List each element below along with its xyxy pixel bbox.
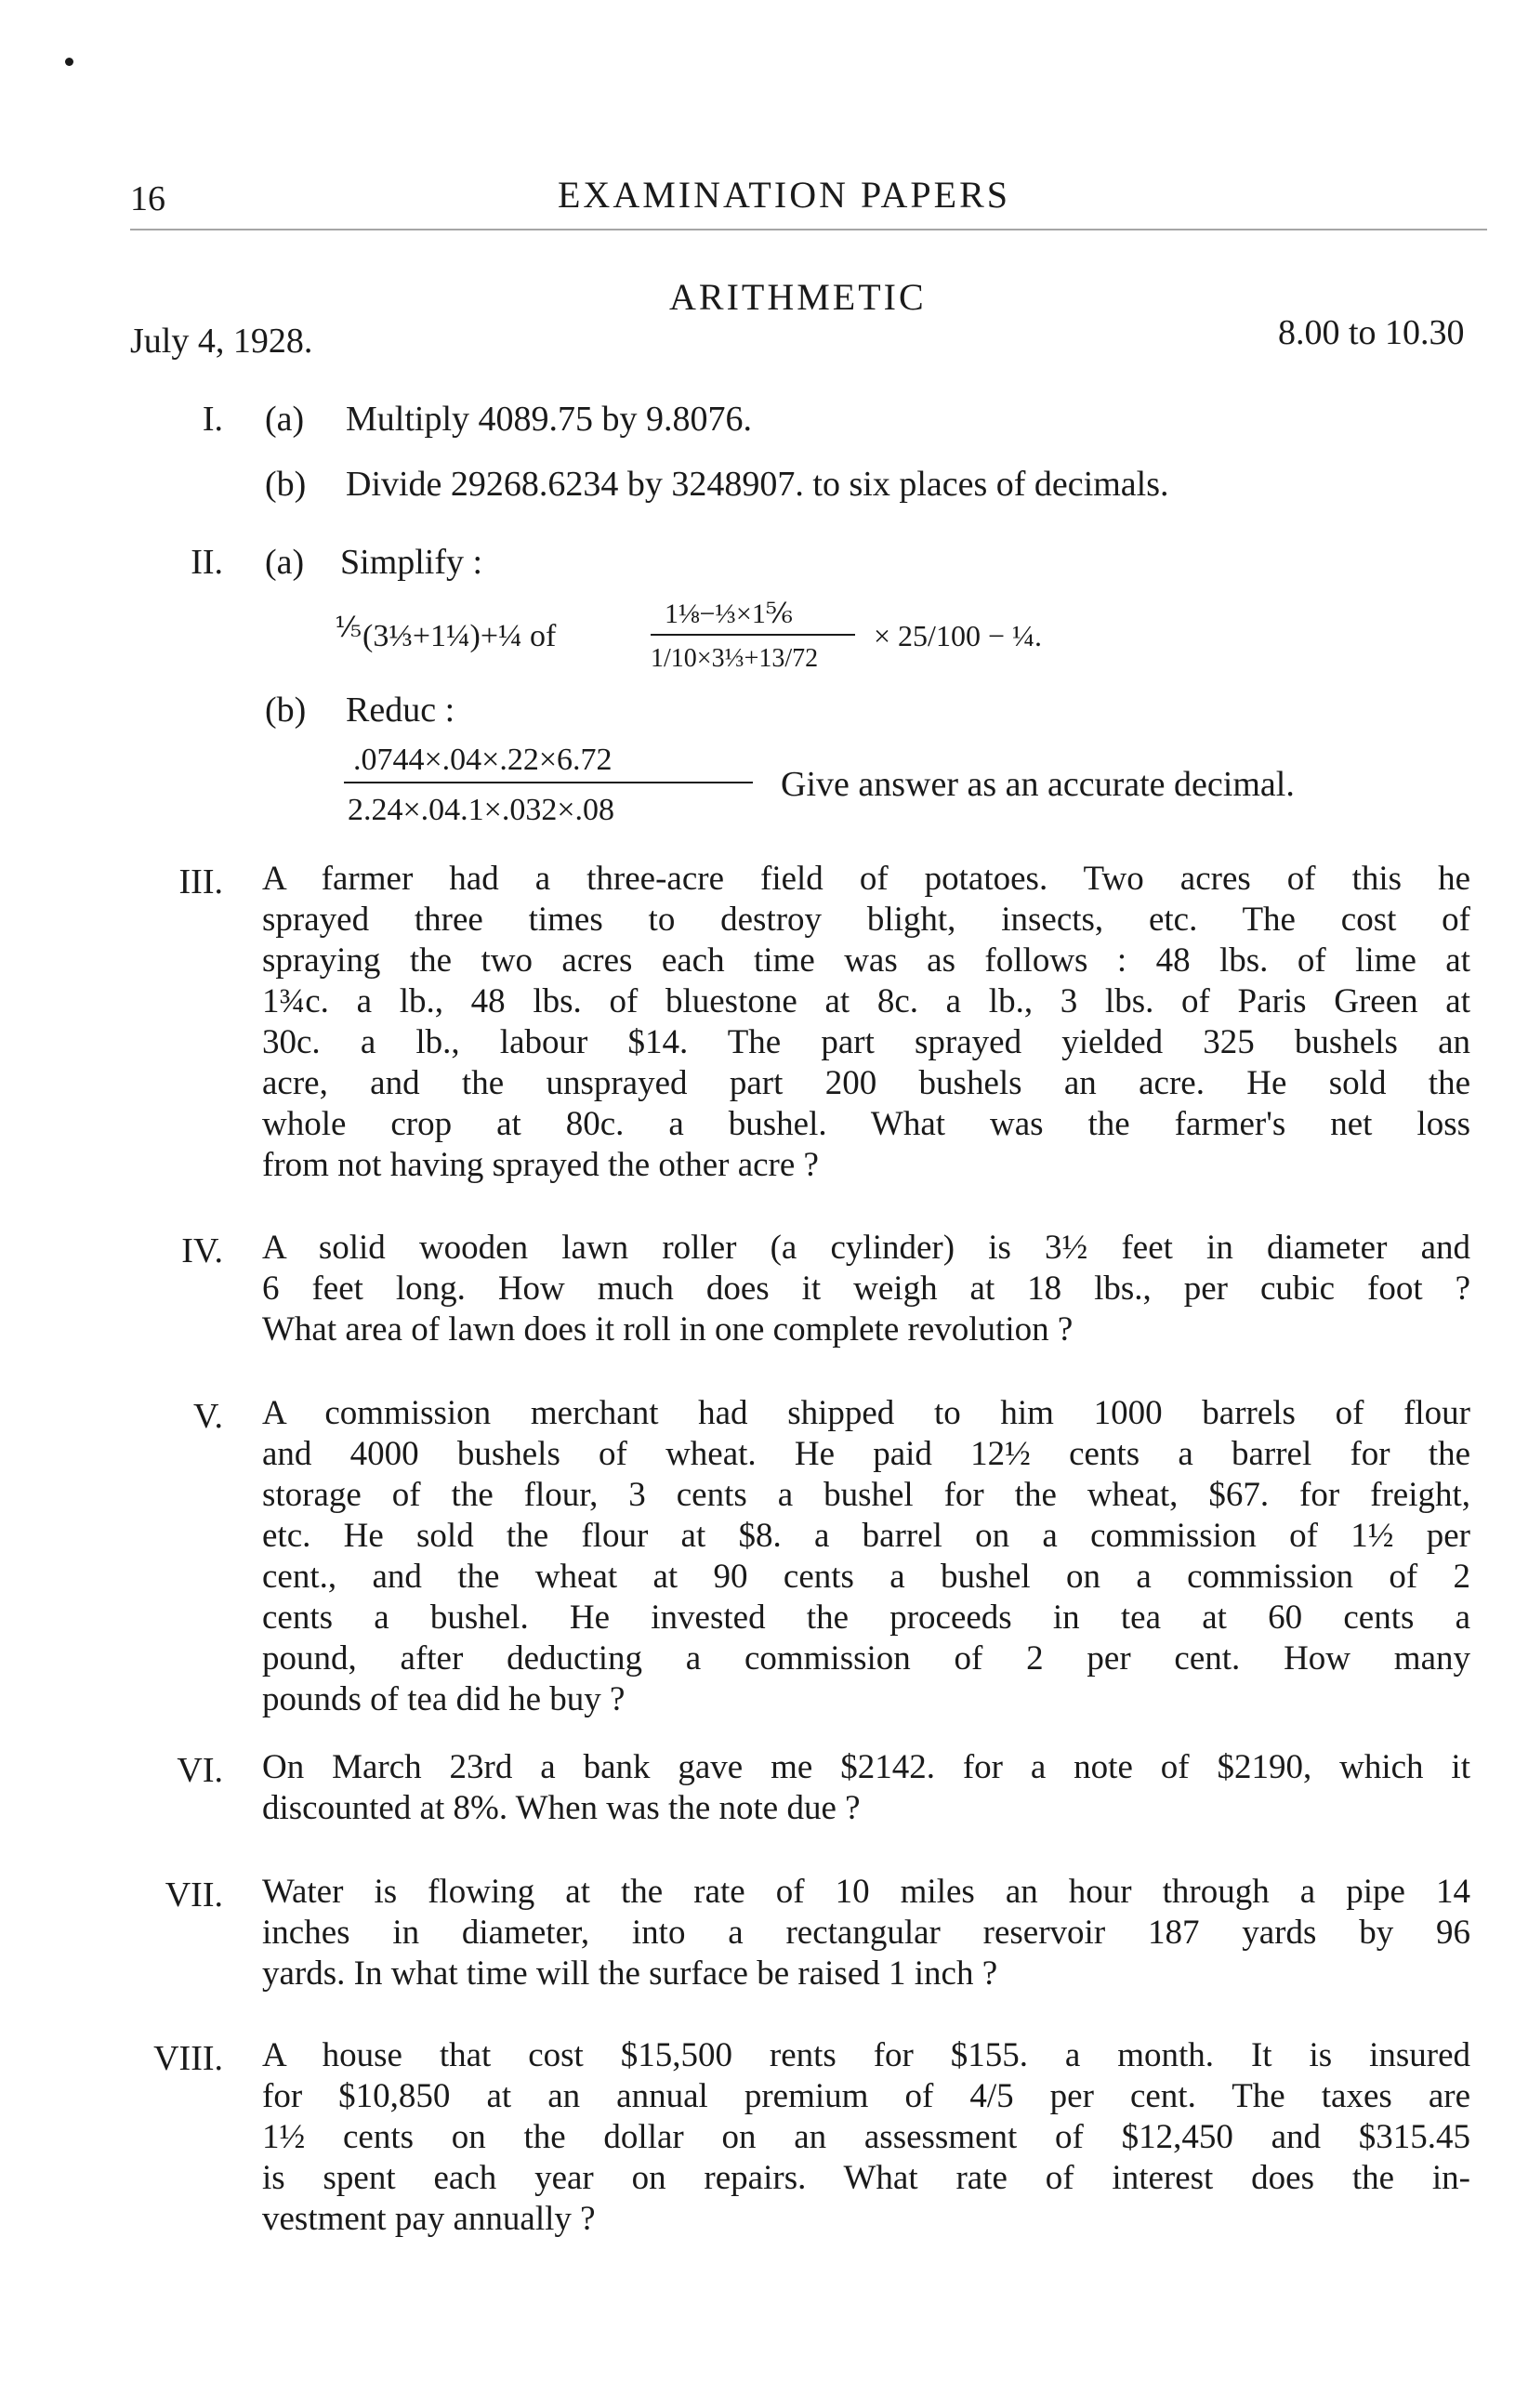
- question-8-line: is spent each year on repairs. What rate of interest does the in-: [262, 2159, 1470, 2197]
- question-2-number: II.: [191, 543, 223, 582]
- question-3-line: spraying the two acres each time was as follows : 48 lbs. of lime at: [262, 941, 1470, 980]
- question-1b-label: (b): [265, 465, 307, 504]
- question-7-line: Water is flowing at the rate of 10 miles an hour through a pipe 14: [262, 1873, 1470, 1911]
- question-2a-text: Simplify :: [340, 543, 483, 582]
- header-rule: [130, 229, 1487, 230]
- question-3-line: sprayed three times to destroy blight, insects, etc. The cost of: [262, 901, 1470, 939]
- question-3-line: from not having sprayed the other acre ?: [262, 1146, 819, 1184]
- question-8-line: vestment pay annually ?: [262, 2200, 596, 2238]
- question-2b-note: Give answer as an accurate decimal.: [781, 765, 1295, 804]
- question-3-line: whole crop at 80c. a bushel. What was the farmer's net loss: [262, 1105, 1470, 1143]
- question-7-line: yards. In what time will the surface be raised 1 inch ?: [262, 1954, 998, 1993]
- question-8-line: 1½ cents on the dollar on an assessment of $12,450 and $315.45: [262, 2118, 1470, 2156]
- question-1-number: I.: [202, 400, 223, 439]
- reduce-numerator: .0744×.04×.22×6.72: [353, 743, 613, 777]
- question-5-line: A commission merchant had shipped to him 1000 barrels of flour: [262, 1394, 1470, 1432]
- page-number: 16: [130, 179, 165, 218]
- expr-tail: × 25/100 − ¼.: [874, 619, 1042, 652]
- question-3-line: 1¾c. a lb., 48 lbs. of bluestone at 8c. a lb., 3 lbs. of Paris Green at: [262, 982, 1470, 1020]
- question-5-line: pound, after deducting a commission of 2 per cent. How many: [262, 1639, 1470, 1678]
- question-5-line: pounds of tea did he buy ?: [262, 1680, 626, 1718]
- question-3-line: acre, and the unsprayed part 200 bushels an acre. He sold the: [262, 1064, 1470, 1102]
- question-3-line: A farmer had a three-acre field of potatoes. Two acres of this he: [262, 860, 1470, 898]
- question-1b-text: Divide 29268.6234 by 3248907. to six places of decimals.: [346, 465, 1169, 504]
- expr-fifth: ⅕: [335, 612, 362, 643]
- expr-denominator: 1/10×3⅓+13/72: [651, 644, 819, 673]
- question-1a-label: (a): [265, 400, 305, 439]
- question-6-number: VI.: [177, 1751, 223, 1790]
- question-5-line: cent., and the wheat at 90 cents a bushel on a commission of 2: [262, 1558, 1470, 1596]
- question-7-number: VII.: [165, 1875, 223, 1915]
- expr-numerator: 1⅛−⅓×1⅚: [665, 599, 793, 629]
- question-3-text: [262, 859, 1470, 1186]
- question-4-line: A solid wooden lawn roller (a cylinder) is 3½ feet in diameter and: [262, 1229, 1470, 1267]
- question-2b-text: Reduc :: [346, 691, 455, 730]
- question-5-line: etc. He sold the flour at $8. a barrel on a commission of 1½ per: [262, 1517, 1470, 1555]
- question-2b-label: (b): [265, 691, 307, 730]
- question-6-text: [262, 1747, 1470, 1829]
- subject-title: ARITHMETIC: [669, 276, 927, 318]
- question-3-line: 30c. a lb., labour $14. The part sprayed yielded 325 bushels an: [262, 1023, 1470, 1061]
- question-5-number: V.: [192, 1397, 223, 1436]
- reduce-expression: [335, 734, 799, 836]
- question-4-text: [262, 1228, 1470, 1350]
- question-8-line: A house that cost $15,500 rents for $155. a month. It is insured: [262, 2036, 1470, 2074]
- ink-speck: [65, 58, 73, 66]
- exam-date: July 4, 1928.: [130, 322, 313, 361]
- question-6-line: discounted at 8%. When was the note due ?: [262, 1789, 861, 1827]
- question-2a-label: (a): [265, 543, 305, 582]
- running-head: EXAMINATION PAPERS: [558, 174, 1011, 216]
- question-7-line: inches in diameter, into a rectangular reservoir 187 yards by 96: [262, 1914, 1470, 1952]
- exam-time: 8.00 to 10.30: [1278, 313, 1465, 352]
- question-5-line: cents a bushel. He invested the proceeds in tea at 60 cents a: [262, 1599, 1470, 1637]
- question-5-text: [262, 1393, 1470, 1720]
- question-5-line: storage of the flour, 3 cents a bushel for the wheat, $67. for freight,: [262, 1476, 1470, 1514]
- question-3-number: III.: [178, 862, 223, 901]
- reduce-denominator: 2.24×.04.1×.032×.08: [348, 793, 615, 827]
- question-1a-text: Multiply 4089.75 by 9.8076.: [346, 400, 753, 439]
- simplify-expression: [335, 581, 1134, 683]
- expr-lead: (3⅓+1¼)+¼ of: [362, 619, 557, 653]
- question-4-line: What area of lawn does it roll in one complete revolution ?: [262, 1310, 1074, 1349]
- question-4-line: 6 feet long. How much does it weigh at 18 lbs., per cubic foot ?: [262, 1270, 1470, 1308]
- question-6-line: On March 23rd a bank gave me $2142. for a note of $2190, which it: [262, 1748, 1470, 1786]
- question-8-text: [262, 2035, 1470, 2240]
- question-8-number: VIII.: [153, 2039, 223, 2078]
- question-7-text: [262, 1872, 1470, 1994]
- question-5-line: and 4000 bushels of wheat. He paid 12½ cents a barrel for the: [262, 1435, 1470, 1473]
- question-4-number: IV.: [181, 1231, 223, 1270]
- question-8-line: for $10,850 at an annual premium of 4/5 per cent. The taxes are: [262, 2077, 1470, 2115]
